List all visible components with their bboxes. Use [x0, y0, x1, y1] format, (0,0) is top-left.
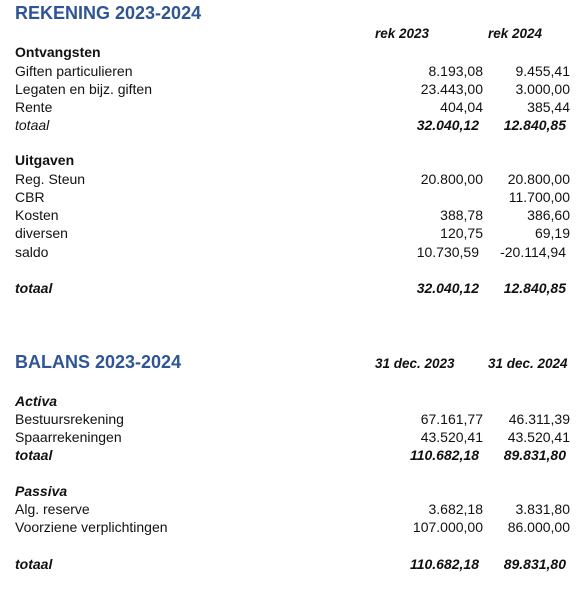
- row-label: CBR: [15, 189, 45, 205]
- row-label: saldo: [15, 244, 49, 260]
- row-value-2023: 3.682,18: [428, 501, 483, 517]
- row-value-2024: 9.455,41: [515, 63, 570, 79]
- balans-col-2023: 31 dec. 2023: [375, 356, 455, 371]
- row-value-2023: 388,78: [440, 207, 483, 223]
- activa-total-2024: 89.831,80: [503, 447, 566, 463]
- row-label: Legaten en bijz. giften: [15, 81, 152, 97]
- balans-total-2023: 110.682,18: [409, 556, 479, 572]
- row-value-2023: 20.800,00: [420, 171, 483, 187]
- activa-total-2023: 110.682,18: [409, 447, 479, 463]
- row-label: Spaarrekeningen: [15, 429, 122, 445]
- row-label: Reg. Steun: [15, 171, 86, 187]
- row-value-2024: 86.000,00: [507, 519, 570, 535]
- balans-title: BALANS 2023-2024: [15, 352, 182, 372]
- rekening-title: REKENING 2023-2024: [15, 3, 202, 23]
- activa-total-label: totaal: [15, 447, 53, 463]
- rekening-total-2023: 32.040,12: [416, 280, 479, 296]
- row-value-2024: -20.114,94: [500, 244, 566, 260]
- activa-heading: Activa: [15, 393, 58, 409]
- passiva-heading: Passiva: [15, 483, 68, 499]
- ontvangsten-total-label: totaal: [15, 117, 50, 133]
- row-value-2023: 107.000,00: [412, 519, 483, 535]
- row-value-2024: 43.520,41: [507, 429, 570, 445]
- ontvangsten-total-2024: 12.840,85: [503, 117, 566, 133]
- row-value-2023: 67.161,77: [420, 411, 483, 427]
- row-value-2024: 3.831,80: [515, 501, 570, 517]
- uitgaven-heading: Uitgaven: [15, 152, 75, 168]
- ontvangsten-total-2023: 32.040,12: [416, 117, 479, 133]
- row-label: Alg. reserve: [15, 501, 90, 517]
- rekening-col-2023: rek 2023: [375, 26, 430, 41]
- row-value-2023: 8.193,08: [428, 63, 483, 79]
- row-value-2023: 23.443,00: [420, 81, 483, 97]
- row-value-2024: 11.700,00: [508, 189, 570, 205]
- rekening-total-2024: 12.840,85: [503, 280, 566, 296]
- row-label: Bestuursrekening: [15, 411, 124, 427]
- row-label: Kosten: [15, 207, 59, 223]
- row-value-2023: 10.730,59: [416, 244, 479, 260]
- rekening-col-2024: rek 2024: [488, 26, 543, 41]
- balans-col-2024: 31 dec. 2024: [488, 356, 568, 371]
- row-value-2023: 404,04: [440, 99, 483, 115]
- row-value-2023: 120,75: [440, 225, 483, 241]
- balans-total-label: totaal: [15, 556, 53, 572]
- row-value-2024: 386,60: [527, 207, 570, 223]
- balans-total-2024: 89.831,80: [503, 556, 566, 572]
- row-label: Giften particulieren: [15, 63, 133, 79]
- rekening-total-label: totaal: [15, 280, 53, 296]
- ontvangsten-heading: Ontvangsten: [15, 44, 101, 60]
- row-value-2024: 69,19: [534, 225, 570, 241]
- row-value-2024: 385,44: [527, 99, 570, 115]
- row-value-2024: 46.311,39: [508, 411, 570, 427]
- row-value-2024: 3.000,00: [515, 81, 570, 97]
- row-label: Rente: [15, 99, 53, 115]
- row-label: diversen: [15, 225, 68, 241]
- row-label: Voorziene verplichtingen: [15, 519, 168, 535]
- row-value-2024: 20.800,00: [507, 171, 570, 187]
- row-value-2023: 43.520,41: [420, 429, 483, 445]
